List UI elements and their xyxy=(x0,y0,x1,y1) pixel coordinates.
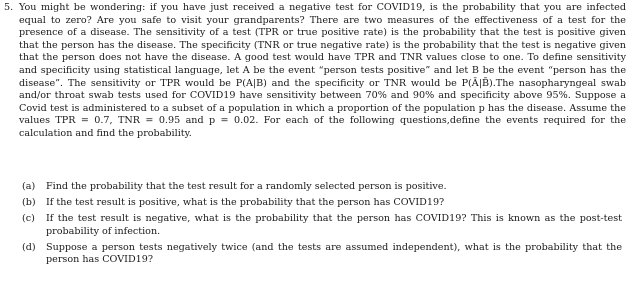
subquestion-b xyxy=(22,197,622,210)
subquestion-text: If the test result is positive, what is the probability that the person has COVID19? xyxy=(46,196,445,208)
subquestion-label: (a) xyxy=(22,181,36,192)
subquestion-label: (d) xyxy=(22,241,36,253)
subquestion-label: (b) xyxy=(22,196,36,208)
problem-statement: You might be wondering: if you have just received a negative test for COVID19, is the probability that you are infected equal to zero? Are you safe to visit your grandparents? There are two measures of the effectiveness of a test for the presence of a disease. The sensitivity of a test (TPR or true positive rate) is the probability that the test is positive given that the person has the disease. The specificity (TNR or true negative rate) is the probability that the test is negative given that the person does not have the disease. A good test would have TPR and TNR values close to one. To define sensitivity and specificity using statistical language, let A be the event “person tests positive” and let B be the event “person has the disease”. The sensitivity or TPR would be P(A|B) and the specificity or TNR would be P(Ā|B̄).The nasopharyngeal swab and/or throat swab tests used for COVID19 have sensitivity between 70% and 90% and specificity above 95%. Suppose a Covid test is administered to a subset of a population in which a proportion of the population p has the disease. Assume the values TPR = 0.7, TNR = 0.95 and p = 0.02. For each of the following questions,define the events required for the calculation and find the probability. xyxy=(19,2,626,139)
problem-5 xyxy=(4,2,626,141)
subquestion-text: Suppose a person tests negatively twice (and the tests are assumed independent), what is the probability that the person has COVID19? xyxy=(46,241,622,266)
subquestion-c xyxy=(22,213,622,238)
subquestion-text: Find the probability that the test result for a randomly selected person is positive. xyxy=(46,181,447,192)
problem-number: 5. xyxy=(4,2,14,13)
subquestion-label: (c) xyxy=(22,212,35,224)
subquestion-d xyxy=(22,242,622,267)
subquestion-text: If the test result is negative, what is the probability that the person has COVID19? This is known as the post-test probability of infection. xyxy=(46,212,622,237)
subquestion-a xyxy=(22,181,622,194)
subquestion-list xyxy=(22,181,622,270)
